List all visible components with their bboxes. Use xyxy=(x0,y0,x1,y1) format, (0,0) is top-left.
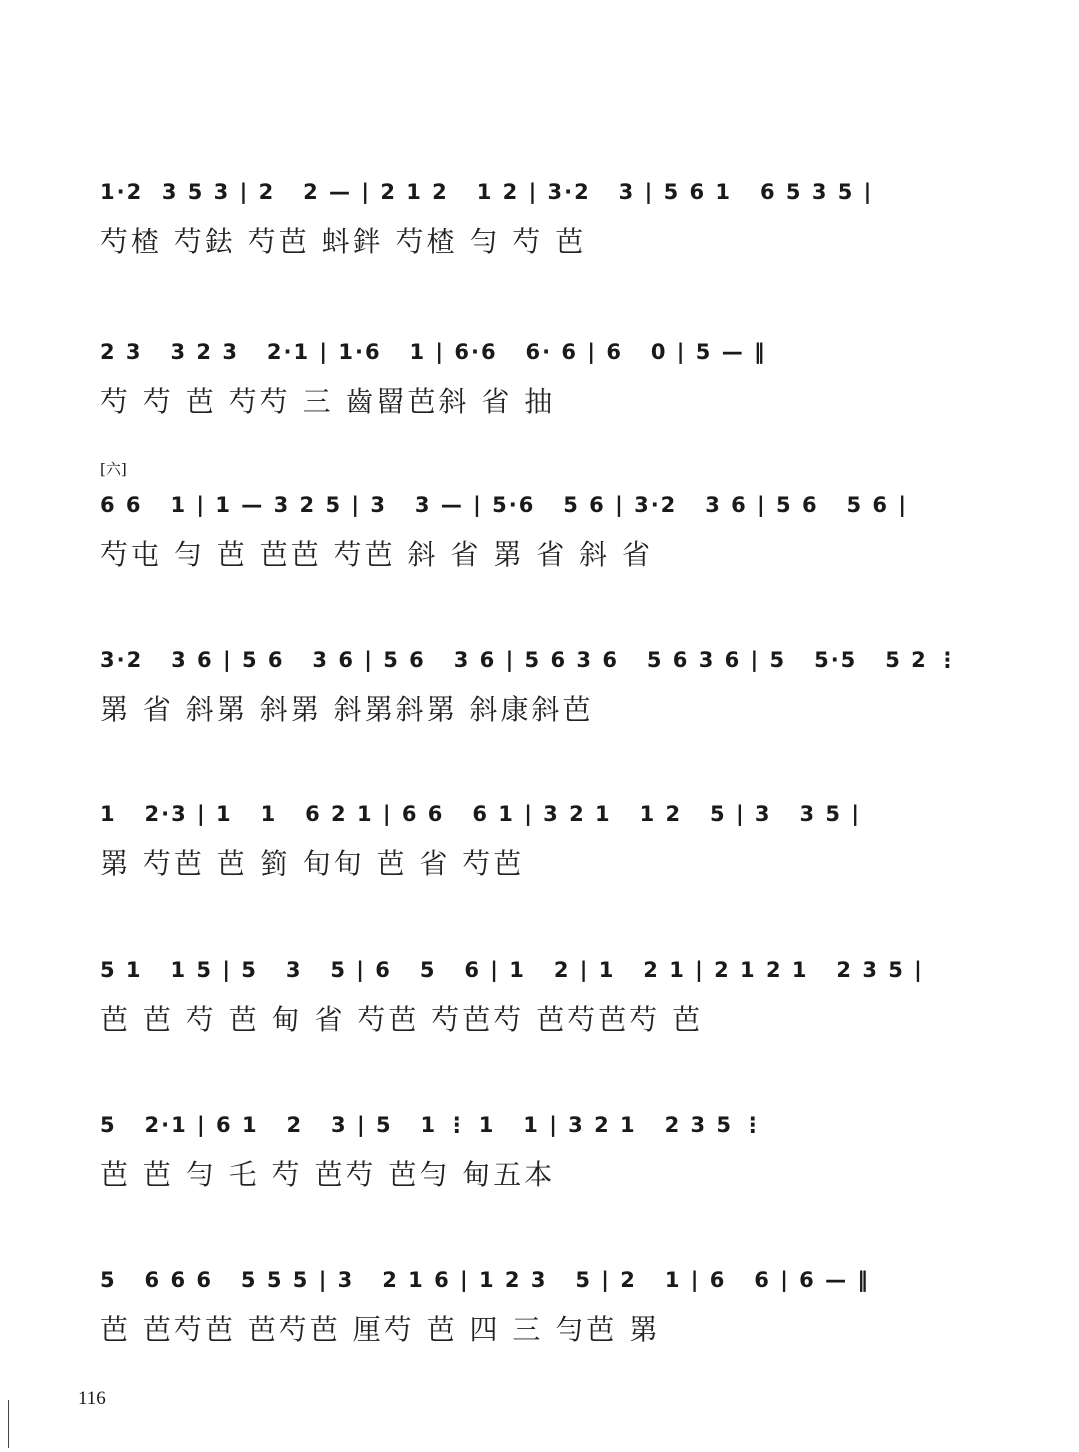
music-system-1 xyxy=(100,170,960,270)
music-system-2 xyxy=(100,330,960,430)
music-system-6 xyxy=(100,948,960,1048)
guqin-tablature-line: 芍 芍 芭 芍芍 三 齒罶芭斜 省 抽 xyxy=(100,385,556,418)
music-system-4 xyxy=(100,638,960,738)
guqin-tablature-line: 罤 芍芭 芭 箌 旬旬 芭 省 芍芭 xyxy=(100,847,525,880)
music-system-5 xyxy=(100,792,960,892)
music-system-8 xyxy=(100,1258,960,1358)
jianpu-line: 1·2 3 5 3 | 2 2 — | 2 1 2 1 2 | 3·2 3 | 5 6 1 6 5 3 5 | xyxy=(100,180,874,204)
jianpu-line: 2 3 3 2 3 2·1 | 1·6 1 | 6·6 6· 6 | 6 0 | 5 — ‖ xyxy=(100,340,767,364)
jianpu-line: 3·2 3 6 | 5 6 3 6 | 5 6 3 6 | 5 6 3 6 5 6 3 6 | 5 5·5 5 2 ⋮ xyxy=(100,648,961,672)
guqin-tablature-line: 芭 芭 勻 乇 芍 芭芍 芭勻 甸五本 xyxy=(100,1158,556,1191)
music-system-7 xyxy=(100,1103,960,1203)
margin-rule xyxy=(8,1400,9,1448)
jianpu-line: 6 6 1 | 1 — 3 2 5 | 3 3 — | 5·6 5 6 | 3·2 3 6 | 5 6 5 6 | xyxy=(100,493,909,517)
section-mark: [六] xyxy=(100,460,127,478)
jianpu-line: 1 2·3 | 1 1 6 2 1 | 6 6 6 1 | 3 2 1 1 2 5 | 3 3 5 | xyxy=(100,802,861,826)
guqin-tablature-line: 芍屯 勻 芭 芭芭 芍芭 斜 省 罤 省 斜 省 xyxy=(100,538,654,571)
guqin-tablature-line: 芭 芭芍芭 芭芍芭 厘芍 芭 四 三 勻芭 罤 xyxy=(100,1313,661,1346)
guqin-tablature-line: 芍楂 芍鉣 芍芭 蚪鉡 芍楂 勻 芍 芭 xyxy=(100,225,587,258)
guqin-tablature-line: 芭 芭 芍 芭 甸 省 芍芭 芍芭芍 芭芍芭芍 芭 xyxy=(100,1003,704,1036)
jianpu-line: 5 1 1 5 | 5 3 5 | 6 5 6 | 1 2 | 1 2 1 | 2 1 2 1 2 3 5 | xyxy=(100,958,924,982)
music-system-3 xyxy=(100,483,960,583)
page-number: 116 xyxy=(78,1388,106,1409)
jianpu-line: 5 2·1 | 6 1 2 3 | 5 1 ⋮ 1 1 | 3 2 1 2 3 5 ⋮ xyxy=(100,1113,766,1137)
guqin-tablature-line: 罤 省 斜罤 斜罤 斜罤斜罤 斜康斜芭 xyxy=(100,693,594,726)
jianpu-line: 5 6 6 6 5 5 5 | 3 2 1 6 | 1 2 3 5 | 2 1 | 6 6 | 6 — ‖ xyxy=(100,1268,870,1292)
